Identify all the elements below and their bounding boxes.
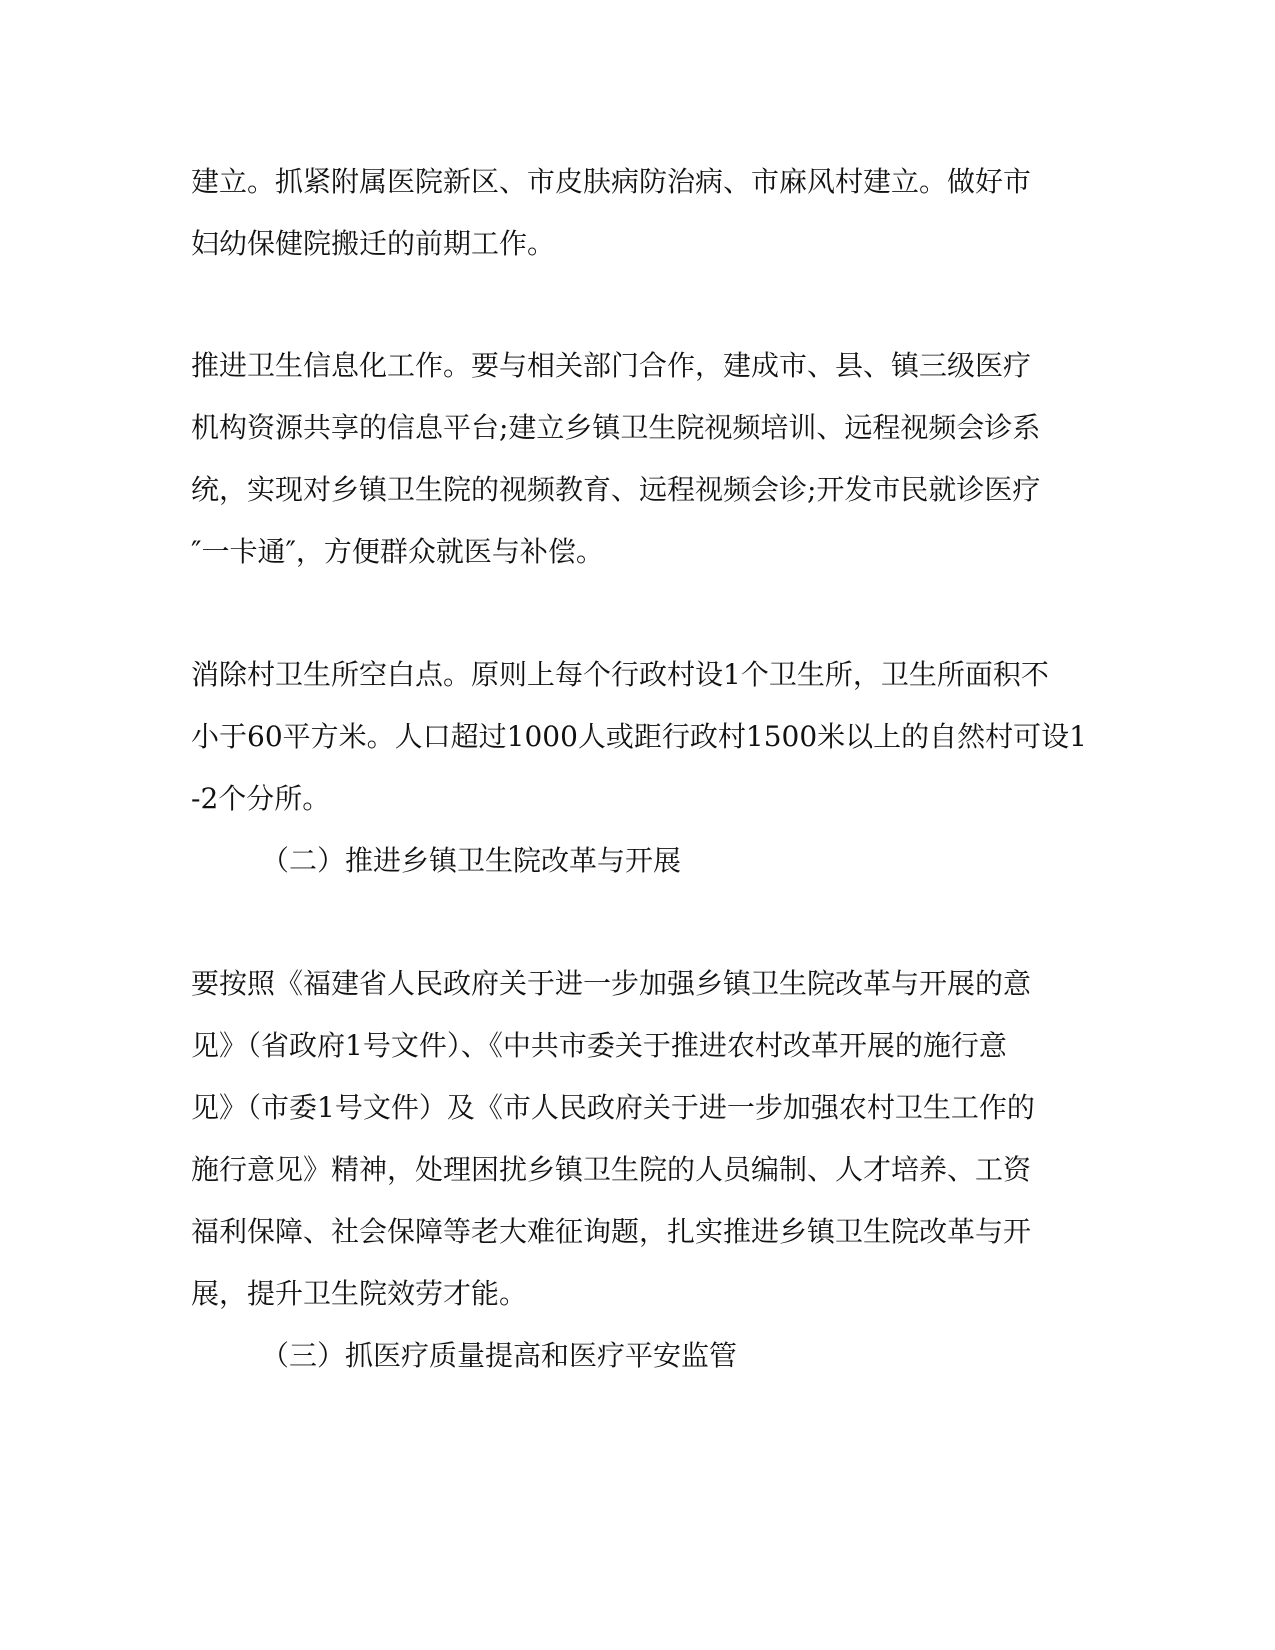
text-line: 统，实现对乡镇卫生院的视频教育、远程视频会诊;开发市民就诊医疗 [191, 473, 1041, 506]
text-line: 福利保障、社会保障等老大难征询题，扎实推进乡镇卫生院改革与开 [191, 1215, 1032, 1248]
text-line: 机构资源共享的信息平台;建立乡镇卫生院视频培训、远程视频会诊系 [191, 411, 1041, 444]
text-line: ″一卡通″，方便群众就医与补偿。 [191, 535, 604, 568]
text-line: 展，提升卫生院效劳才能。 [191, 1277, 528, 1310]
section-heading: （二）推进乡镇卫生院改革与开展 [261, 844, 682, 877]
text-line: 见》（市委1号文件）及《市人民政府关于进一步加强农村卫生工作的 [191, 1091, 1035, 1124]
section-heading: （三）抓医疗质量提高和医疗平安监管 [261, 1339, 738, 1372]
text-line: 消除村卫生所空白点。原则上每个行政村设1个卫生所，卫生所面积不 [191, 658, 1049, 691]
text-line: 推进卫生信息化工作。要与相关部门合作，建成市、县、镇三级医疗 [191, 349, 1032, 382]
text-line: -2个分所。 [191, 782, 331, 815]
text-line: 妇幼保健院搬迁的前期工作。 [191, 227, 556, 260]
text-line: 要按照《福建省人民政府关于进一步加强乡镇卫生院改革与开展的意 [191, 967, 1032, 1000]
text-line: 施行意见》精神，处理困扰乡镇卫生院的人员编制、人才培养、工资 [191, 1153, 1032, 1186]
text-line: 见》（省政府1号文件）、《中共市委关于推进农村改革开展的施行意 [191, 1029, 1007, 1062]
text-line: 建立。抓紧附属医院新区、市皮肤病防治病、市麻风村建立。做好市 [191, 165, 1032, 198]
text-line: 小于60平方米。人口超过1000人或距行政村1500米以上的自然村可设1 [191, 720, 1087, 753]
